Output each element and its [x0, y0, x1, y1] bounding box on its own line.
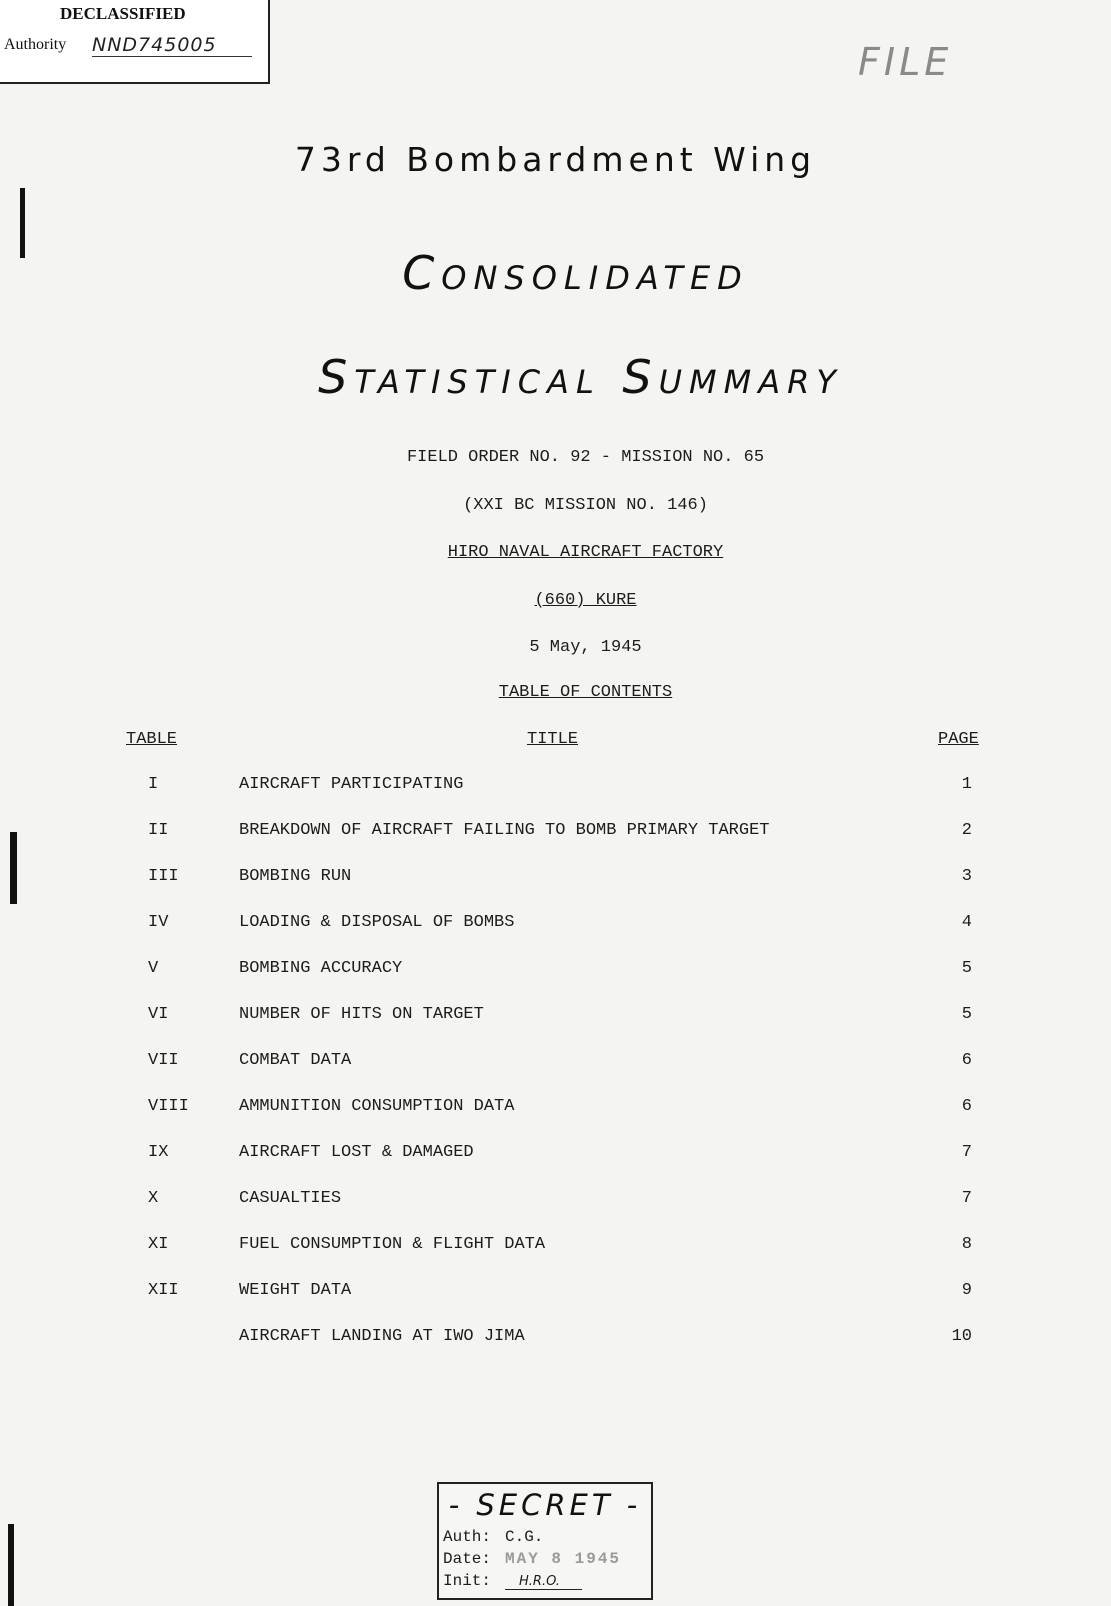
toc-row [0, 1097, 1111, 1127]
toc-row [0, 1005, 1111, 1035]
toc-row [0, 1327, 1111, 1357]
stamp-auth-value: C.G. [505, 1528, 544, 1546]
toc-row-page: 1 [961, 775, 972, 794]
toc-row-number: VI [148, 1005, 169, 1024]
toc-row-number: XII [148, 1281, 179, 1300]
toc-row-title: FUEL CONSUMPTION & FLIGHT DATA [239, 1235, 546, 1254]
toc-heading-text: TABLE OF CONTENTS [498, 683, 673, 702]
secret-label: - SECRET - [448, 1488, 642, 1522]
declassification-stamp [0, 0, 270, 84]
toc-row-title: BOMBING RUN [239, 867, 352, 886]
stamp-auth-label: Auth: [443, 1528, 492, 1546]
toc-column-title: TITLE [527, 730, 579, 749]
toc-row-page: 5 [961, 959, 972, 978]
stamp-date-label: Date: [443, 1550, 492, 1568]
toc-row-page: 7 [961, 1143, 972, 1162]
stamp-init-line [443, 1572, 582, 1590]
toc-row-number: IX [148, 1143, 169, 1162]
target-location-text: (660) KURE [534, 591, 637, 610]
secret-classification-stamp [437, 1482, 653, 1600]
toc-row-title: COMBAT DATA [239, 1051, 352, 1070]
toc-row-page: 3 [961, 867, 972, 886]
toc-row [0, 1235, 1111, 1265]
toc-column-table: TABLE [126, 730, 178, 749]
target-location [0, 591, 1111, 610]
wing-title: 73rd Bombardment Wing [294, 140, 817, 179]
toc-heading [0, 683, 1111, 702]
toc-row [0, 1189, 1111, 1219]
mission-date: 5 May, 1945 [529, 638, 642, 657]
toc-row [0, 913, 1111, 943]
toc-row-page: 7 [961, 1189, 972, 1208]
toc-row [0, 1143, 1111, 1173]
toc-row [0, 1051, 1111, 1081]
target-name-text: HIRO NAVAL AIRCRAFT FACTORY [447, 543, 724, 562]
document-title-line-2: Statistical Summary [318, 350, 843, 404]
toc-row [0, 775, 1111, 805]
toc-row-page: 6 [961, 1051, 972, 1070]
toc-row [0, 821, 1111, 851]
toc-row-number: XI [148, 1235, 169, 1254]
toc-row-title: AIRCRAFT PARTICIPATING [239, 775, 464, 794]
toc-row-page: 8 [961, 1235, 972, 1254]
toc-row-page: 5 [961, 1005, 972, 1024]
toc-row-number: I [148, 775, 159, 794]
toc-row-page: 9 [961, 1281, 972, 1300]
toc-row-title: LOADING & DISPOSAL OF BOMBS [239, 913, 515, 932]
toc-row-title: AMMUNITION CONSUMPTION DATA [239, 1097, 515, 1116]
stamp-auth-line [443, 1528, 543, 1546]
field-order-line: FIELD ORDER NO. 92 - MISSION NO. 65 [406, 448, 765, 467]
toc-row-page: 10 [951, 1327, 972, 1346]
stamp-init-value: H.R.O. [505, 1574, 582, 1590]
declassified-label: DECLASSIFIED [60, 4, 186, 23]
document-title-line-1: Consolidated [402, 246, 749, 300]
toc-row-page: 6 [961, 1097, 972, 1116]
toc-row-title: BOMBING ACCURACY [239, 959, 403, 978]
toc-column-page: PAGE [938, 730, 979, 749]
stamp-init-label: Init: [443, 1572, 492, 1590]
toc-row-title: AIRCRAFT LANDING AT IWO JIMA [239, 1327, 525, 1346]
target-name [0, 543, 1111, 562]
toc-row-page: 4 [961, 913, 972, 932]
authority-value: NND745005 [92, 34, 252, 57]
toc-row-title: WEIGHT DATA [239, 1281, 352, 1300]
toc-row-title: AIRCRAFT LOST & DAMAGED [239, 1143, 474, 1162]
toc-row-title: CASUALTIES [239, 1189, 342, 1208]
toc-row-number: III [148, 867, 179, 886]
toc-row-page: 2 [961, 821, 972, 840]
toc-row [0, 959, 1111, 989]
toc-row-number: X [148, 1189, 159, 1208]
xxi-bc-mission-line: (XXI BC MISSION NO. 146) [463, 496, 708, 515]
stamp-date-line [443, 1550, 621, 1568]
toc-row [0, 867, 1111, 897]
toc-row-number: VII [148, 1051, 179, 1070]
toc-row-number: V [148, 959, 159, 978]
left-margin-mark-3 [8, 1524, 14, 1606]
toc-row [0, 1281, 1111, 1311]
authority-label: Authority [4, 36, 67, 53]
toc-row-number: II [148, 821, 169, 840]
toc-row-number: IV [148, 913, 169, 932]
file-annotation: FILE [858, 40, 953, 84]
stamp-date-value: MAY 8 1945 [505, 1550, 622, 1568]
toc-row-number: VIII [148, 1097, 189, 1116]
toc-row-title: NUMBER OF HITS ON TARGET [239, 1005, 484, 1024]
toc-row-title: BREAKDOWN OF AIRCRAFT FAILING TO BOMB PRIMARY TARGET [239, 821, 770, 840]
